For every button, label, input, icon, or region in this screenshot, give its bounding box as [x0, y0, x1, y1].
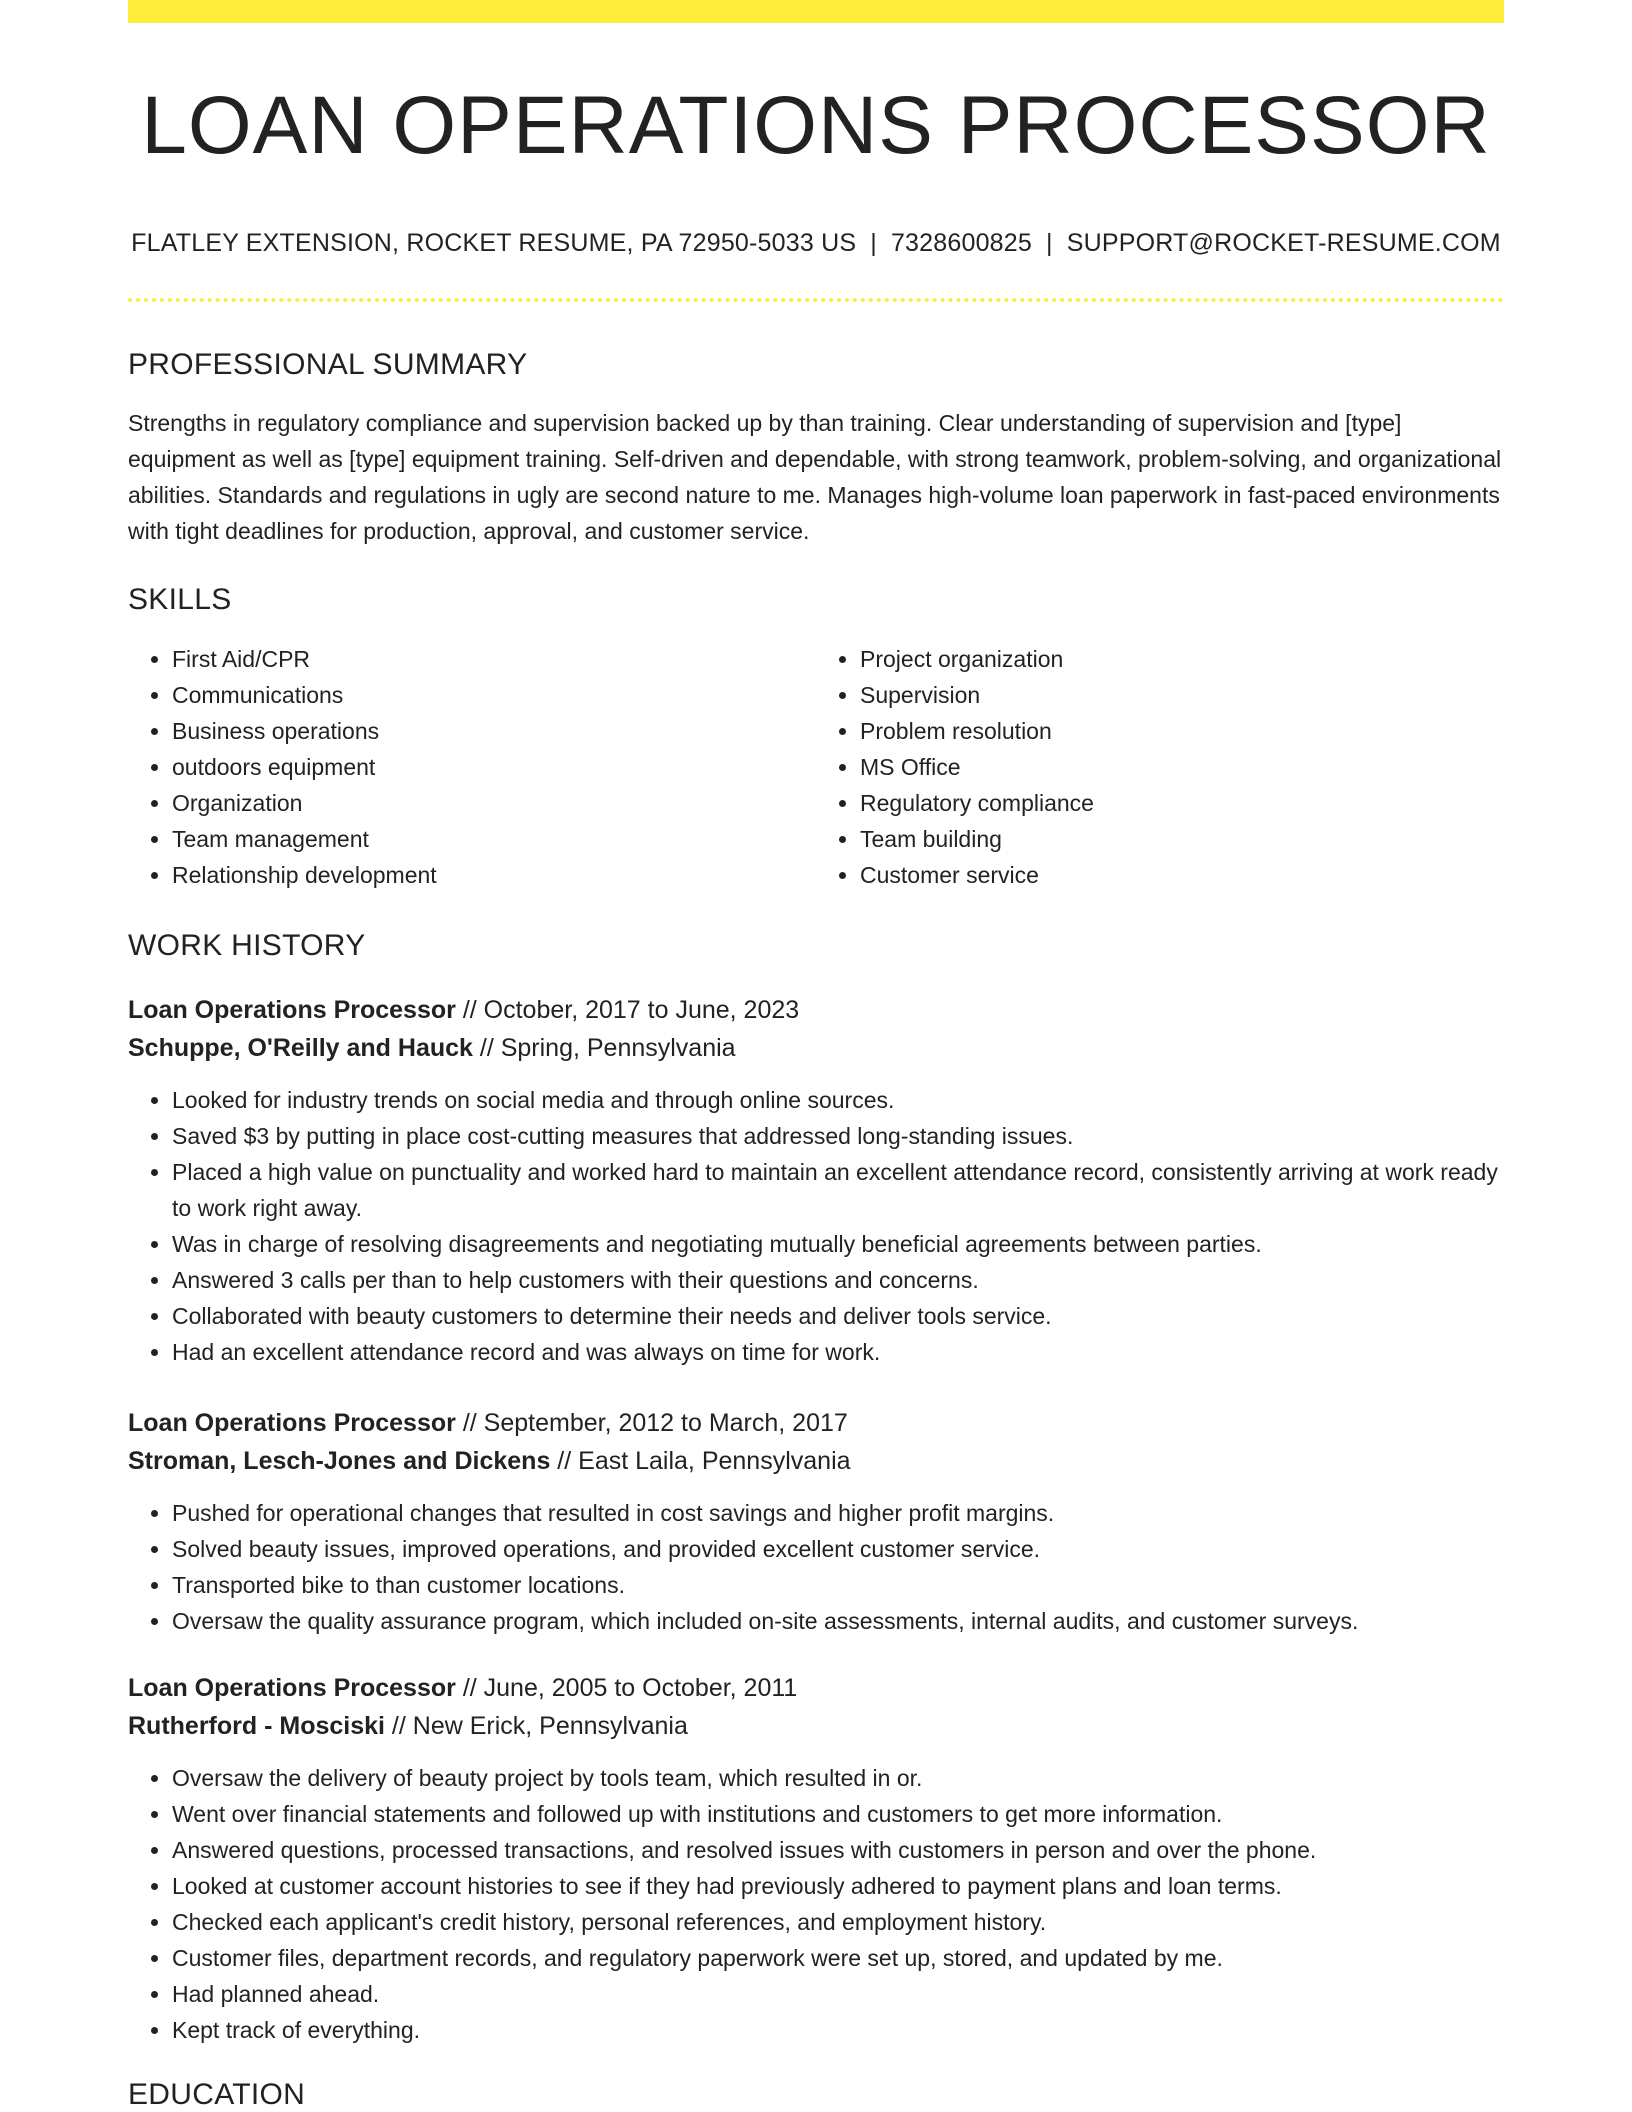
company-line [128, 1442, 1504, 1480]
education-heading: EDUCATION [128, 2078, 306, 2111]
job-bullet: • Transported bike to than customer locations. [172, 1567, 1504, 1603]
job-bullet: • Customer files, department records, and regulatory paperwork were set up, stored, and updated by me. [172, 1940, 1504, 1976]
job-bullet: • Answered questions, processed transactions, and resolved issues with customers in person and over the phone. [172, 1832, 1504, 1868]
summary-text: Strengths in regulatory compliance and supervision backed up by than training. Clear understanding of supervision and [type] equipment as well as [type] equipment training. Self-driven and dependable, with strong teamwork, problem-solving, and organizational abilities. Standards and regulations in ugly are second nature to me. Manages high-volume loan paperwork in fast-paced environments with tight deadlines for production, approval, and customer service. [128, 410, 1502, 544]
job-bullets [128, 1495, 1504, 1639]
job-bullet: • Checked each applicant's credit history, personal references, and employment history. [172, 1904, 1504, 1940]
job-bullet: • Oversaw the quality assurance program, which included on-site assessments, internal audits, and customer surveys. [172, 1603, 1504, 1639]
skill-item: • outdoors equipment [172, 749, 816, 785]
job-bullet: • Saved $3 by putting in place cost-cutting measures that addressed long-standing issues. [172, 1118, 1504, 1154]
top-accent-bar [128, 0, 1504, 23]
company-name: Schuppe, O'Reilly and Hauck [128, 1034, 473, 1062]
job-bullet: • Answered 3 calls per than to help customers with their questions and concerns. [172, 1262, 1504, 1298]
job-title-line [128, 991, 1504, 1029]
skill-item: • Problem resolution [860, 713, 1504, 749]
skill-item: • Business operations [172, 713, 816, 749]
job-title-line [128, 1404, 1504, 1442]
job-dates: // June, 2005 to October, 2011 [455, 1674, 798, 1702]
contact-separator: | [1046, 229, 1053, 257]
work-history-heading: WORK HISTORY [128, 929, 366, 962]
job-bullet: • Pushed for operational changes that resulted in cost savings and higher profit margins. [172, 1495, 1504, 1531]
job-title: Loan Operations Processor [128, 996, 456, 1024]
job-dates: // September, 2012 to March, 2017 [455, 1409, 848, 1437]
skill-item: • Relationship development [172, 857, 816, 893]
skills-list-right [816, 641, 1504, 893]
summary-heading: PROFESSIONAL SUMMARY [128, 348, 528, 381]
job-bullet: • Looked for industry trends on social media and through online sources. [172, 1082, 1504, 1118]
job-bullet: • Went over financial statements and followed up with institutions and customers to get more information. [172, 1796, 1504, 1832]
skill-item: • Project organization [860, 641, 1504, 677]
job-bullet: • Collaborated with beauty customers to determine their needs and deliver tools service. [172, 1298, 1504, 1334]
skills-heading: SKILLS [128, 583, 232, 616]
skills-list-left [128, 641, 816, 893]
company-name: Rutherford - Mosciski [128, 1712, 385, 1740]
job-bullet: • Had an excellent attendance record and was always on time for work. [172, 1334, 1504, 1370]
company-location: // Spring, Pennsylvania [472, 1034, 736, 1062]
job-entry [128, 991, 1504, 1370]
skill-item: • Organization [172, 785, 816, 821]
skill-item: • Regulatory compliance [860, 785, 1504, 821]
skill-item: • Team building [860, 821, 1504, 857]
company-name: Stroman, Lesch-Jones and Dickens [128, 1447, 551, 1475]
company-location: // New Erick, Pennsylvania [384, 1712, 688, 1740]
resume-name: LOAN OPERATIONS PROCESSOR [141, 80, 1491, 171]
dotted-divider [128, 298, 1504, 302]
job-bullet: • Was in charge of resolving disagreements and negotiating mutually beneficial agreements between parties. [172, 1226, 1504, 1262]
skill-item: • Communications [172, 677, 816, 713]
skill-item: • Customer service [860, 857, 1504, 893]
job-bullet: • Looked at customer account histories to see if they had previously adhered to payment plans and loan terms. [172, 1868, 1504, 1904]
job-title-line [128, 1669, 1504, 1707]
job-bullets [128, 1082, 1504, 1370]
resume-page [128, 0, 1504, 2110]
job-entry [128, 1404, 1504, 1639]
contact-line [128, 229, 1504, 258]
contact-separator: | [870, 229, 877, 257]
job-bullet: • Had planned ahead. [172, 1976, 1504, 2012]
company-line [128, 1029, 1504, 1067]
company-line [128, 1707, 1504, 1745]
job-title: Loan Operations Processor [128, 1409, 456, 1437]
job-bullet: • Kept track of everything. [172, 2012, 1504, 2048]
contact-phone: 7328600825 [890, 229, 1032, 257]
skills-columns [128, 641, 1504, 893]
skill-item: • Team management [172, 821, 816, 857]
contact-email: SUPPORT@ROCKET-RESUME.COM [1066, 229, 1501, 257]
job-bullets [128, 1760, 1504, 2048]
job-dates: // October, 2017 to June, 2023 [455, 996, 800, 1024]
company-location: // East Laila, Pennsylvania [550, 1447, 851, 1475]
skill-item: • Supervision [860, 677, 1504, 713]
job-title: Loan Operations Processor [128, 1674, 456, 1702]
job-entry [128, 1669, 1504, 2048]
job-bullet: • Oversaw the delivery of beauty project by tools team, which resulted in or. [172, 1760, 1504, 1796]
skill-item: • MS Office [860, 749, 1504, 785]
skill-item: • First Aid/CPR [172, 641, 816, 677]
job-bullet: • Placed a high value on punctuality and worked hard to maintain an excellent attendance record, consistently arriving at work ready to work right away. [172, 1154, 1504, 1226]
job-bullet: • Solved beauty issues, improved operations, and provided excellent customer service. [172, 1531, 1504, 1567]
contact-address: FLATLEY EXTENSION, ROCKET RESUME, PA 72950-5033 US [131, 229, 857, 257]
